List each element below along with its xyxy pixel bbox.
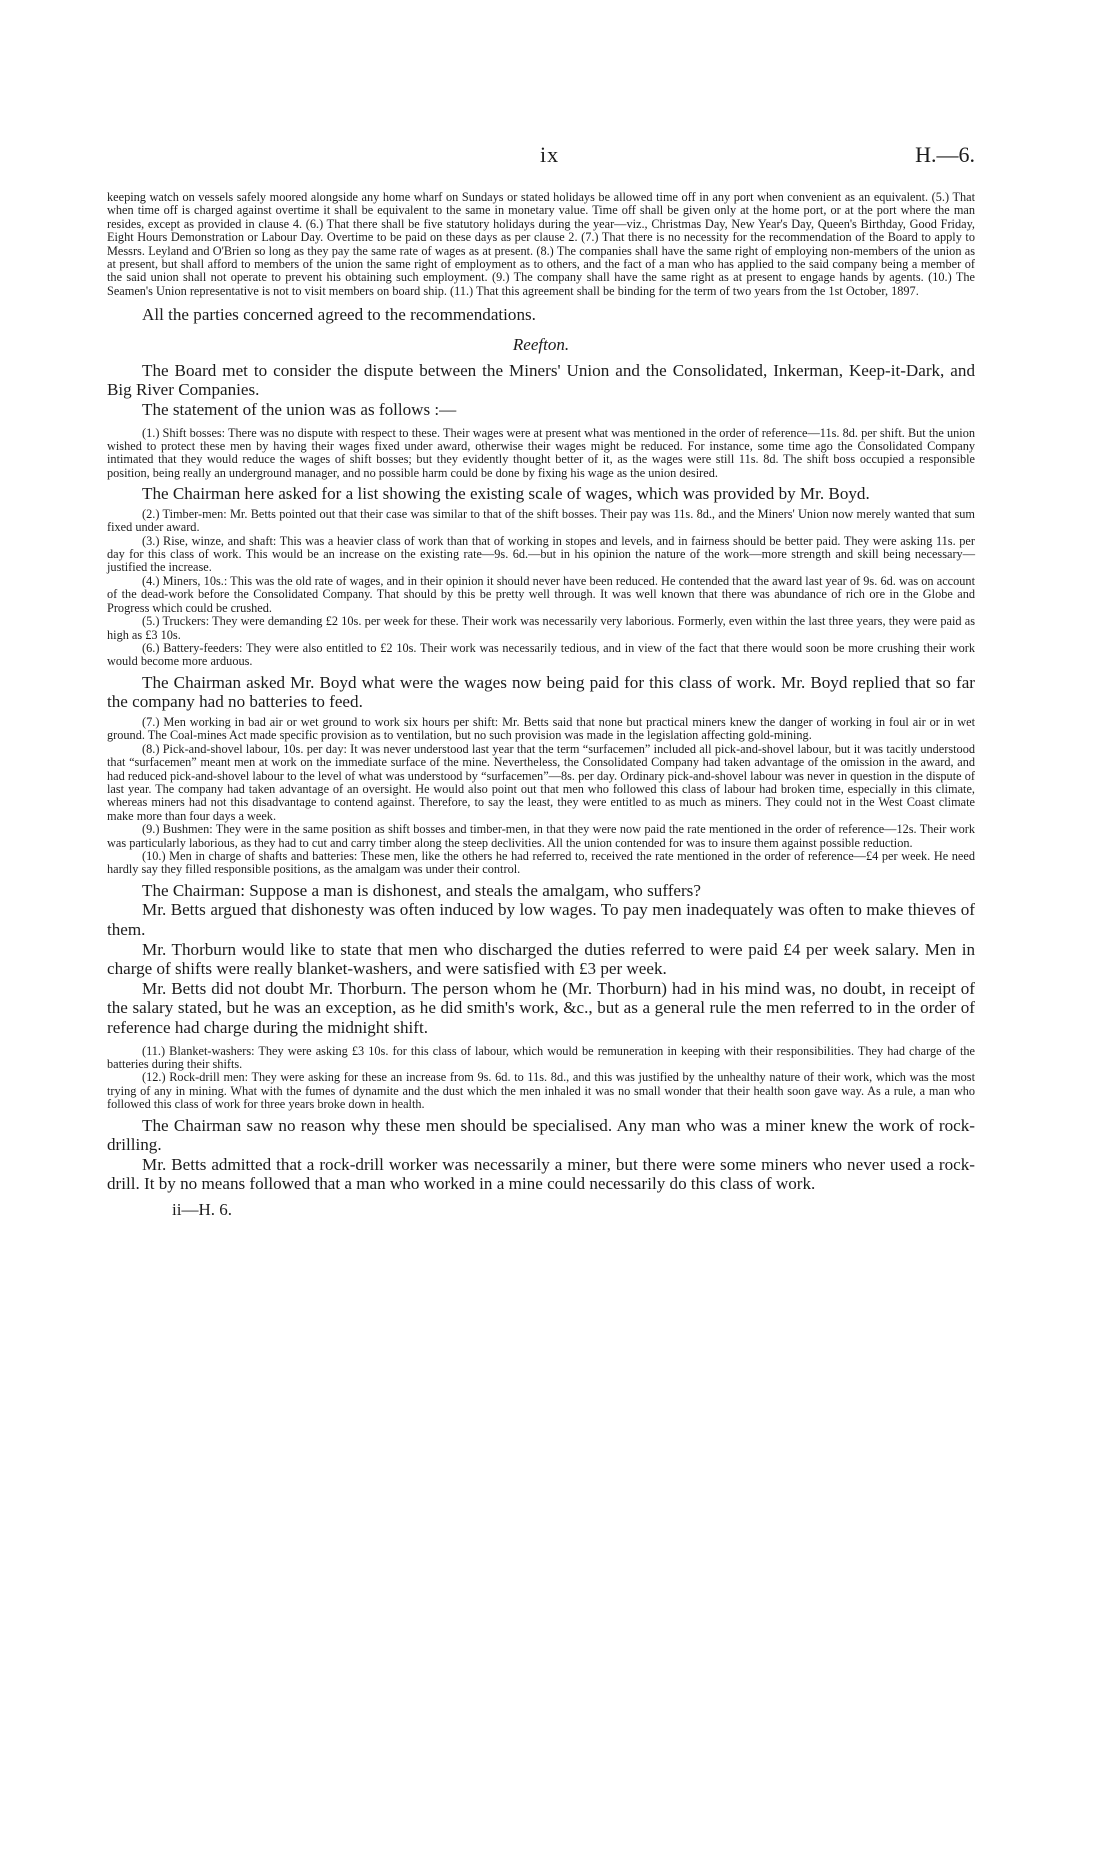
item-1-shift-bosses: (1.) Shift bosses: There was no dispute with respect to these. Their wages were at present what was mentioned in the order of reference—11s. 8d. per shift. But the union wished to protect these men by having their wages fixed under award, otherwise their wages might be reduced. For instance, some time ago the Consolidated Company intimated that they would reduce the wages of shift bosses; but they evidently thought better of it, as the wages were still 11s. 8d. The shift boss occupied a responsible position, being really an underground manager, and no possible harm could be done by fixing his wage as the union desired. (107, 425, 975, 480)
item-6-battery-feeders: (6.) Battery-feeders: They were also entitled to £2 10s. Their work was necessarily tedious, and in view of the fact that there would soon be more crushing their work would become more arduous. (107, 640, 975, 669)
section-heading-reefton: Reefton. (512, 334, 570, 354)
item-3-rise-winze-shaft: (3.) Rise, winze, and shaft: This was a heavier class of work than that of working in stopes and levels, and in fairness should be better paid. They were asking 11s. per day for this class of work. This would be an increase on the existing rate—9s. 6d.—but in his opinion the nature of the work—more strength and skill being necessary—justified the increase. (107, 533, 975, 575)
item-12-rock-drill-men: (12.) Rock-drill men: They were asking for these an increase from 9s. 6d. to 11s. 8d., and this was justified by the unhealthy nature of their work, which was the most trying of any in mining. What with the fumes of dynamite and the dust which the men inhaled it was no small wonder that their health soon gave way. As a rule, a man who followed this class of work for three years broke down in health. (107, 1070, 975, 1112)
item-4-miners: (4.) Miners, 10s.: This was the old rate of wages, and in their opinion it should never have been reduced. He contended that the award last year of 9s. 6d. was on account of the dead-work before the Consolidated Company. That should by this be pretty well through. It was well known that there was abundance of rich ore in the Globe and Progress which could be crushed. (107, 573, 975, 615)
chairman-list-paragraph: The Chairman here asked for a list showing the existing scale of wages, which was provided by Mr. Boyd. (142, 484, 870, 504)
item-9-bushmen: (9.) Bushmen: They were in the same position as shift bosses and timber-men, in that they were now paid the rate mentioned in the order of reference—12s. Their work was particularly laborious, as they had to cut and carry timber along the steep declivities. All the union contended for was to insure them against possible reduction. (107, 822, 975, 850)
item-5-truckers: (5.) Truckers: They were demanding £2 10s. per week for these. Their work was necessarily very laborious. Formerly, even within the last three years, they were paid as high as £3 10s. (107, 614, 975, 642)
page-body (107, 191, 975, 1220)
page-header (107, 142, 975, 172)
item-7-bad-air: (7.) Men working in bad air or wet ground to work six hours per shift: Mr. Betts said that none but practical miners knew the danger of working in foul air or in wet ground. The Coal-mines Act made specific provision as to ventilation, but no such provision was made in the legislation affecting gold-mining. (107, 714, 975, 743)
signature-mark: ii—H. 6. (172, 1199, 232, 1219)
item-2-timber-men: (2.) Timber-men: Mr. Betts pointed out that their case was similar to that of the shift bosses. Their pay was 11s. 8d., and the Miners' Union now merely wanted that sum fixed under award. (107, 506, 975, 535)
agreement-clauses-paragraph: keeping watch on vessels safely moored alongside any home wharf on Sundays or stated holidays be allowed time off in any port when convenient as an equivalent. (5.) That when time off is charged against overtime it shall be equivalent to the same in monetary value. Time off shall be given only at the home port, or at the port where the man resides, except as provided in clause 4. (6.) That there shall be five statutory holidays during the year—viz., Christmas Day, New Year's Day, Queen's Birthday, Good Friday, Eight Hours Demonstration or Labour Day. Overtime to be paid on these days as per clause 2. (7.) That there is no necessity for the recommendation of the Board to apply to Messrs. Leyland and O'Brien so long as they pay the same rate of wages as at present. (8.) The companies shall have the same right of employing non-members of the union as at present, but shall afford to members of the union the same right of employment as to others, and the fact of a man who has applied to the said company being a member of the said union shall not operate to prevent his obtaining such employment. (9.) The company shall have the same right as at present to engage hands by agents. (10.) The Seamen's Union representative is not to visit members on board ship. (11.) That this agreement shall be binding for the term of two years from the 1st October, 1897. (107, 190, 975, 298)
item-11-blanket-washers: (11.) Blanket-washers: They were asking £3 10s. for this class of labour, which would be remuneration in keeping with their responsibilities. They had charge of the batteries during their shifts. (107, 1043, 975, 1071)
chairman-amalgam-question: The Chairman: Suppose a man is dishonest, and steals the amalgam, who suffers? (142, 880, 701, 900)
betts-thorburn-paragraph: Mr. Betts did not doubt Mr. Thorburn. The person whom he (Mr. Thorburn) had in his mind was, no doubt, in receipt of the salary stated, but he was an exception, as he did smith's work, &c., but as a general rule the men referred to in the order of reference had charge during the midnight shift. (107, 978, 975, 1037)
item-10-shafts-batteries: (10.) Men in charge of shafts and batteries: These men, like the others he had referred to, received the rate mentioned in the order of reference—£4 per week. He need hardly say they filled responsible positions, as the amalgam was under their control. (107, 848, 975, 877)
betts-rock-drill-paragraph: Mr. Betts admitted that a rock-drill worker was necessarily a miner, but there were some miners who never used a rock-drill. It by no means followed that a man who worked in a mine could necessarily do this class of work. (107, 1154, 975, 1194)
chairman-boyd-paragraph: The Chairman asked Mr. Boyd what were the wages now being paid for this class of work. Mr. Boyd replied that so far the company had no batteries to feed. (107, 672, 975, 712)
item-8-pick-and-shovel: (8.) Pick-and-shovel labour, 10s. per day: It was never understood last year that the term “surfacemen” included all pick-and-shovel labour, but it was tacitly understood that “surfacemen” meant men at work on the immediate surface of the mine. Nevertheless, the Consolidated Company had taken advantage of the omission in the award, and had reduced pick-and-shovel labour to the level of what was understood by “surfacemen”—8s. per day. Ordinary pick-and-shovel labour was never in question in the dispute of last year. The company had taken advantage of an oversight. He would also point out that men who followed this class of labour had broken time, especially in this climate, whereas miners had not this disadvantage to contend against. Therefore, to say the least, they were entitled to as much as miners. They could not in the West Coast climate make more than four days a week. (107, 741, 975, 823)
thorburn-salary-paragraph: Mr. Thorburn would like to state that men who discharged the duties referred to were paid £4 per week salary. Men in charge of shifts were really blanket-washers, and were satisfied with £3 per week. (107, 939, 975, 979)
page-folio: ix (540, 142, 560, 167)
chairman-specialised-paragraph: The Chairman saw no reason why these men should be specialised. Any man who was a miner knew the work of rock-drilling. (107, 1115, 975, 1155)
board-met-paragraph: The Board met to consider the dispute between the Miners' Union and the Consolidated, Inkerman, Keep-it-Dark, and Big River Companies. (107, 360, 975, 400)
document-reference: H.—6. (915, 142, 975, 167)
betts-dishonesty-paragraph: Mr. Betts argued that dishonesty was often induced by low wages. To pay men inadequately was often to make thieves of them. (107, 900, 975, 939)
parties-agreed-paragraph: All the parties concerned agreed to the recommendations. (142, 305, 536, 325)
union-statement-intro: The statement of the union was as follows :— (142, 400, 457, 420)
